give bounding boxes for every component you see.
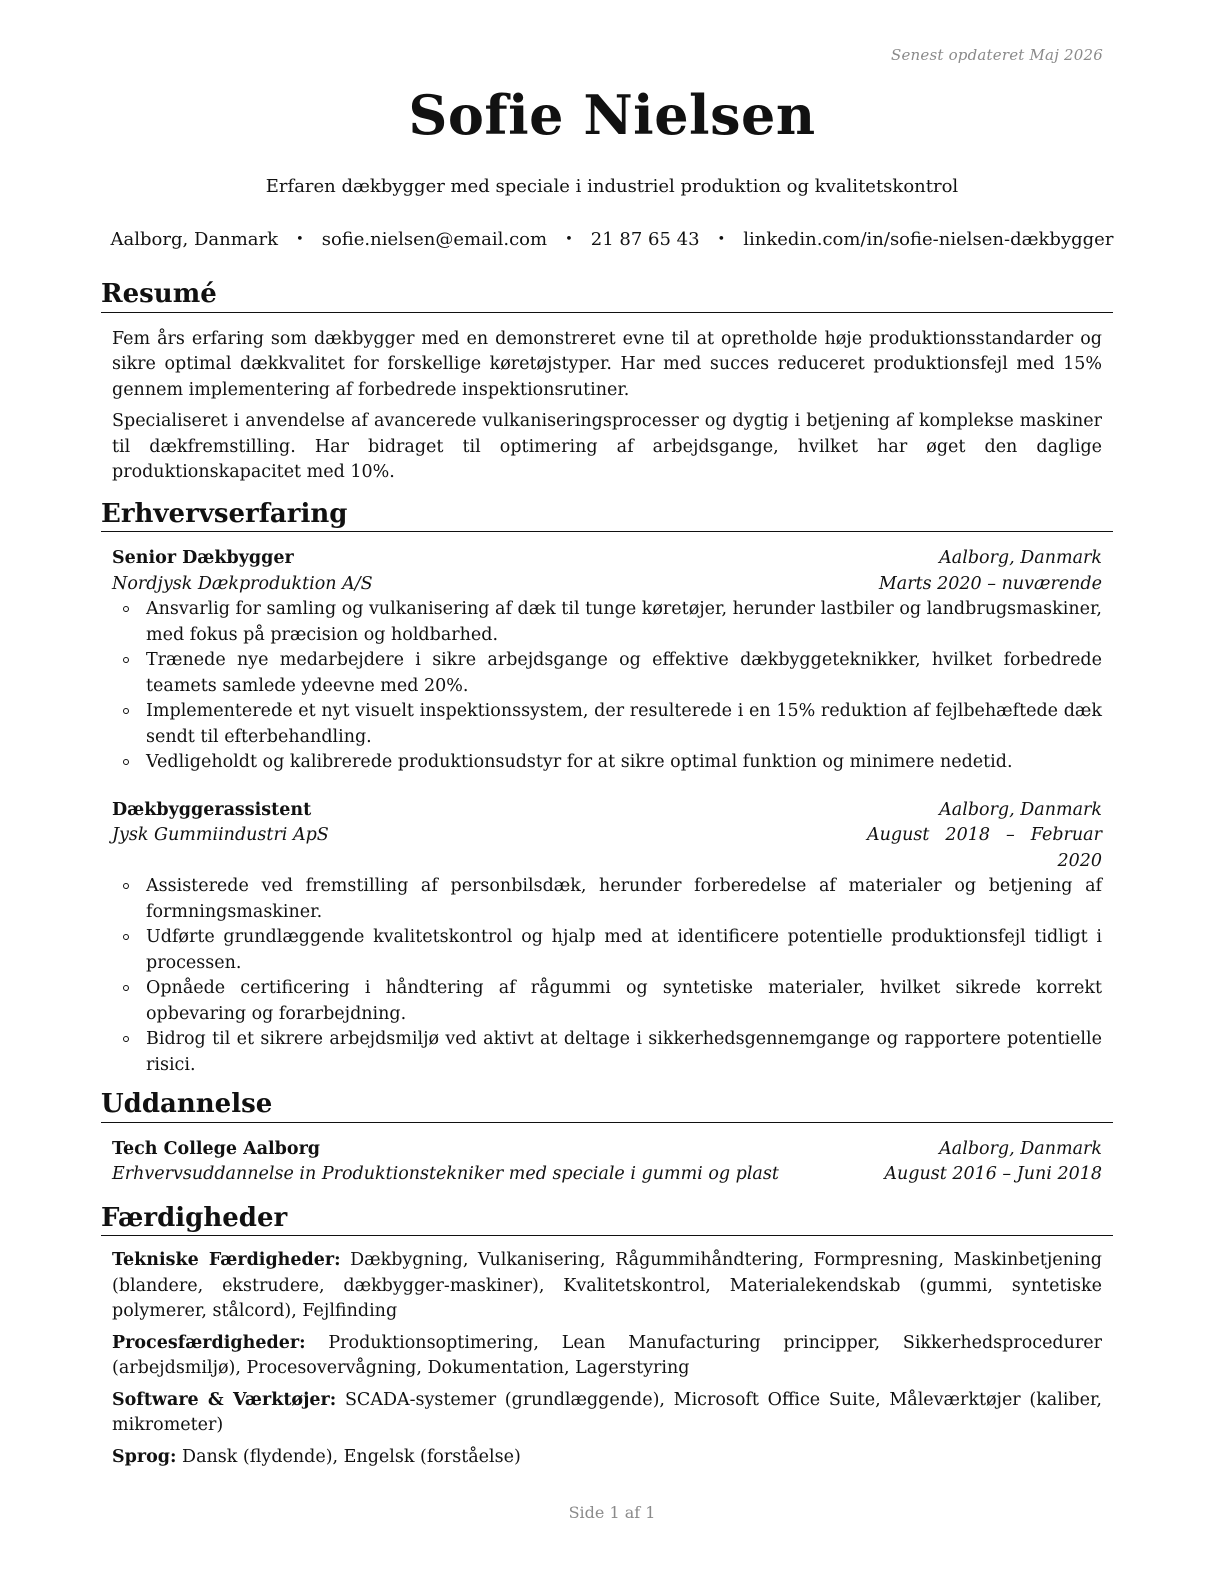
list-item	[112, 750, 1102, 776]
job-dates: August 2018 – Februar 2020	[867, 825, 1102, 871]
job-location: Aalborg, Danmark	[939, 548, 1102, 568]
bullet-text: Vedligeholdt og kalibrerede produktionsudstyr for at sikre optimal funktion og minimere nedetid.	[146, 752, 1013, 772]
skill-group-value: SCADA-systemer (grundlæggende), Microsoft Office Suite, Måleværktøjer (kaliber, mikrometer)	[112, 1389, 1102, 1435]
list-item	[112, 699, 1102, 750]
bullet-text: Udførte grundlæggende kvalitetskontrol og hjalp med at identificere potentielle produktionsfejl tidligt i processen.	[146, 927, 1102, 973]
list-item	[112, 1027, 1102, 1078]
job-subheader-row	[112, 572, 1102, 598]
skill-group	[112, 1445, 1102, 1471]
job-header-row	[112, 798, 1102, 824]
circle-bullet-icon	[123, 934, 129, 940]
job-title: Senior Dækbygger	[112, 548, 294, 568]
job-bullet-list	[112, 597, 1102, 776]
job-bullet-list	[112, 874, 1102, 1078]
contact-line	[0, 229, 1224, 250]
job-title: Dækbyggerassistent	[112, 799, 312, 820]
job-dates: Marts 2020 – nuværende	[878, 573, 1102, 594]
job-company: Nordjysk Dækproduktion A/S	[112, 573, 373, 594]
skill-group-value: Dækbygning, Vulkanisering, Rågummihåndtering, Formpresning, Maskinbetjening (blandere, ekstrudere, dækbygger-maskiner), Kvalitetskontrol, Materialekendskab (gummi, syntetiske polymerer, stålcord), Fejlfinding	[112, 1250, 1102, 1321]
skill-group	[112, 1388, 1102, 1439]
skills-body	[101, 1248, 1113, 1470]
section-title-experience: Erhvervserfaring	[101, 498, 1113, 533]
skill-group-label: Tekniske Færdigheder:	[112, 1250, 341, 1270]
skills-section	[101, 1202, 1113, 1471]
skill-group-label: Sprog:	[112, 1446, 177, 1467]
education-degree: Erhvervsuddannelse in Produktionstekniker med speciale i gummi og plast	[112, 1164, 779, 1184]
section-title-skills: Færdigheder	[101, 1202, 1113, 1237]
last-updated-note: Senest opdateret Maj 2026	[890, 46, 1103, 64]
circle-bullet-icon	[123, 759, 129, 765]
circle-bullet-icon	[123, 657, 129, 663]
skill-group	[112, 1248, 1102, 1325]
skill-group	[112, 1331, 1102, 1382]
summary-section	[101, 278, 1113, 486]
job-company: Jysk Gummiindustri ApS	[112, 825, 329, 845]
resume-content	[101, 278, 1113, 1470]
bullet-text: Assisterede ved fremstilling af personbilsdæk, herunder forberedelse af materialer og betjening af formningsmaskiner.	[146, 876, 1102, 922]
summary-body	[101, 327, 1113, 486]
summary-paragraph: Specialiseret i anvendelse af avancerede vulkaniseringsprocesser og dygtig i betjening af komplekse maskiner til dækfremstilling. Har bidraget til optimering af arbejdsgange, hvilket har øget den daglige produktionskapacitet med 10%.	[112, 411, 1102, 482]
bullet-separator-icon: •	[565, 232, 573, 247]
section-title-summary: Resumé	[101, 278, 1113, 313]
contact-phone: 21 87 65 43	[590, 229, 700, 250]
list-item	[112, 874, 1102, 925]
page-number-footer: Side 1 af 1	[568, 1503, 656, 1522]
contact-email[interactable]: sofie.nielsen@email.com	[321, 229, 548, 250]
education-location: Aalborg, Danmark	[939, 1138, 1102, 1159]
bullet-text: Implementerede et nyt visuelt inspektionssystem, der resulterede i en 15% reduktion af fejlbehæftede dæk sendt til efterbehandling.	[146, 701, 1102, 747]
experience-body	[101, 546, 1113, 1078]
education-subheader-row	[112, 1162, 1102, 1188]
circle-bullet-icon	[123, 883, 129, 889]
bullet-separator-icon: •	[296, 232, 304, 247]
job-location: Aalborg, Danmark	[939, 799, 1102, 820]
skill-group-label: Software & Værktøjer:	[112, 1389, 337, 1410]
candidate-name: Sofie Nielsen	[408, 83, 816, 147]
circle-bullet-icon	[123, 606, 129, 612]
bullet-separator-icon: •	[717, 232, 726, 247]
education-header-row	[112, 1137, 1102, 1163]
candidate-tagline: Erfaren dækbygger med speciale i industriel produktion og kvalitetskontrol	[265, 176, 959, 197]
list-item	[112, 597, 1102, 648]
circle-bullet-icon	[123, 708, 129, 714]
bullet-text: Opnåede certificering i håndtering af rågummi og syntetiske materialer, hvilket sikrede korrekt opbevaring og forarbejdning.	[146, 978, 1102, 1024]
skill-group-label: Procesfærdigheder:	[112, 1332, 306, 1353]
bullet-text: Ansvarlig for samling og vulkanisering af dæk til tunge køretøjer, herunder lastbiler og landbrugsmaskiner, med fokus på præcision og holdbarhed.	[146, 599, 1102, 645]
circle-bullet-icon	[123, 1036, 129, 1042]
job-header-row	[112, 546, 1102, 572]
job-entry	[112, 798, 1102, 1079]
education-entry	[112, 1137, 1102, 1188]
contact-linkedin[interactable]: linkedin.com/in/sofie-nielsen-dækbygger	[743, 229, 1114, 250]
education-school: Tech College Aalborg	[112, 1138, 321, 1159]
list-item	[112, 925, 1102, 976]
education-dates: August 2016 – Juni 2018	[884, 1164, 1102, 1184]
bullet-text: Trænede nye medarbejdere i sikre arbejdsgange og effektive dækbyggeteknikker, hvilket forbedrede teamets samlede ydeevne med 20%.	[146, 650, 1102, 696]
skill-group-value: Dansk (flydende), Engelsk (forståelse)	[182, 1446, 521, 1467]
circle-bullet-icon	[123, 985, 129, 991]
skill-group-value: Produktionsoptimering, Lean Manufacturing principper, Sikkerhedsprocedurer (arbejdsmiljø), Procesovervågning, Dokumentation, Lagerstyring	[112, 1332, 1102, 1378]
summary-paragraph: Fem års erfaring som dækbygger med en demonstreret evne til at opretholde høje produktionsstandarder og sikre optimal dækkvalitet for forskellige køretøjstyper. Har med succes reduceret produktionsfejl med 15% gennem implementering af forbedrede inspektionsrutiner.	[112, 328, 1102, 400]
job-entry	[112, 546, 1102, 776]
experience-section	[101, 498, 1113, 1079]
contact-location: Aalborg, Danmark	[110, 229, 279, 250]
education-section	[101, 1088, 1113, 1188]
education-body	[101, 1137, 1113, 1188]
list-item	[112, 976, 1102, 1027]
section-title-education: Uddannelse	[101, 1088, 1113, 1123]
bullet-text: Bidrog til et sikrere arbejdsmiljø ved aktivt at deltage i sikkerhedsgennemgange og rapportere potentielle risici.	[146, 1029, 1102, 1075]
list-item	[112, 648, 1102, 699]
job-subheader-row	[112, 823, 1102, 874]
